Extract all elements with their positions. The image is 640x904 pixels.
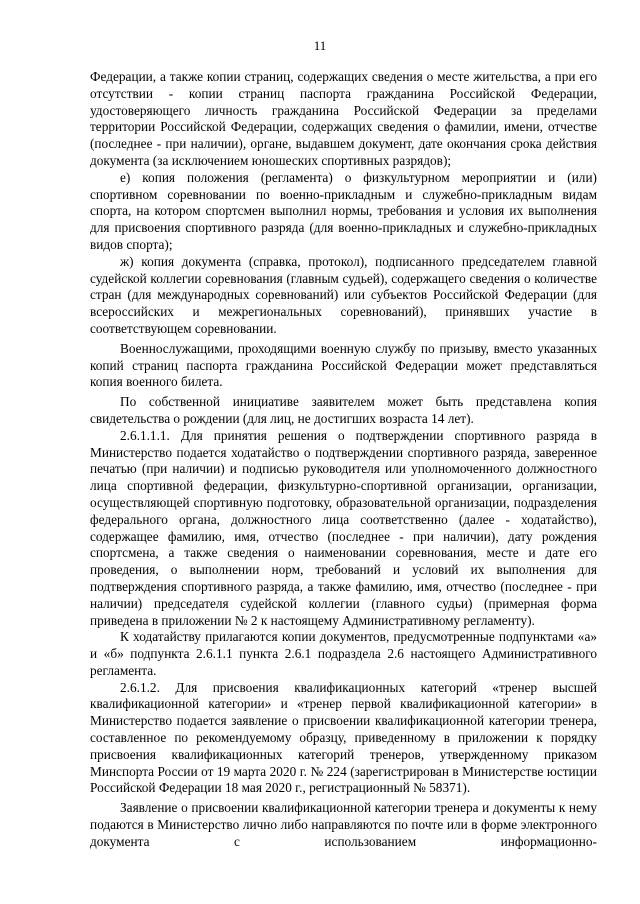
paragraph-item-zh: ж) копия документа (справка, протокол), подписанного председателем главной судейской коллегии соревнования (главным судьей), содержащего сведения о количестве стран (для международных соревнований) или субъектов Российской Федерации (для всероссийских и межрегиональных соревнований), принявших участие в соответствующем соревновании. bbox=[90, 253, 597, 336]
paragraph-military: Военнослужащими, проходящими военную службу по призыву, вместо указанных копий страниц паспорта гражданина Российской Федерации может представляться копия военного билета. bbox=[90, 340, 597, 390]
paragraph-application-submission: Заявление о присвоении квалификационной категории тренера и документы к нему подаются в Министерство лично либо направляются по почте или в форме электронного документа с использованием информационно- bbox=[90, 800, 597, 849]
paragraph-birth-certificate: По собственной инициативе заявителем может быть представлена копия свидетельства о рождении (для лиц, не достигших возраста 14 лет). bbox=[90, 394, 597, 426]
paragraph-continuation: Федерации, а также копии страниц, содержащих сведения о месте жительства, а при его отсутствии - копии страниц паспорта гражданина Российской Федерации, удостоверяющего личность гражданина Российской Федерации за пределами территории Российской Федерации, содержащих сведения о фамилии, имени, отчестве (последнее - при наличии), органе, выдавшем документ, дате окончания срока действия документа (за исключением юношеских спортивных разрядов); bbox=[90, 69, 597, 168]
paragraph-petition-attachments: К ходатайству прилагаются копии документов, предусмотренные подпунктами «а» и «б» подпункта 2.6.1.1 пункта 2.6.1 подраздела 2.6 настоящего Административного регламента. bbox=[90, 629, 597, 678]
paragraph-2-6-1-2: 2.6.1.2. Для присвоения квалификационных категорий «тренер высшей квалификационной категории» и «тренер первой квалификационной категории» в Министерство подается заявление о присвоении квалификационной категории тренера, составленное по рекомендуемому образцу, приведенному в приложении к порядку присвоения квалификационных категорий тренеров, утвержденному приказом Минспорта России от 19 марта 2020 г. № 224 (зарегистрирован в Министерстве юстиции Российской Федерации 18 мая 2020 г., регистрационный № 58371). bbox=[90, 679, 597, 796]
paragraph-item-e: е) копия положения (регламента) о физкультурном мероприятии и (или) спортивном соревновании по военно-прикладным и служебно-прикладным видам спорта, на котором спортсмен выполнил нормы, требования и условия их выполнения для присвоения спортивного разряда (для военно-прикладных и служебно-прикладных видов спорта); bbox=[90, 169, 597, 252]
paragraph-2-6-1-1-1: 2.6.1.1.1. Для принятия решения о подтверждении спортивного разряда в Министерство подается ходатайство о подтверждении спортивного разряда, заверенное печатью (при наличии) и подписью руководителя или уполномоченного должностного лица спортивной федерации, физкультурно-спортивной организации, организации, осуществляющей спортивную подготовку, образовательной организации, подразделения федерального органа, должностного лица соответственно (далее - ходатайство), содержащее фамилию, имя, отчество (последнее - при наличии), дату рождения спортсмена, а также сведения о наименовании соревнования, месте и дате его проведения, о выполнении норм, требований и условий их выполнения для подтверждения спортивного разряда, а также фамилию, имя, отчество (последнее - при наличии) председателя судейской коллегии (главного судьи) (примерная форма приведена в приложении № 2 к настоящему Административному регламенту). bbox=[90, 427, 597, 628]
page-number: 11 bbox=[313, 38, 327, 53]
document-body bbox=[90, 69, 597, 851]
